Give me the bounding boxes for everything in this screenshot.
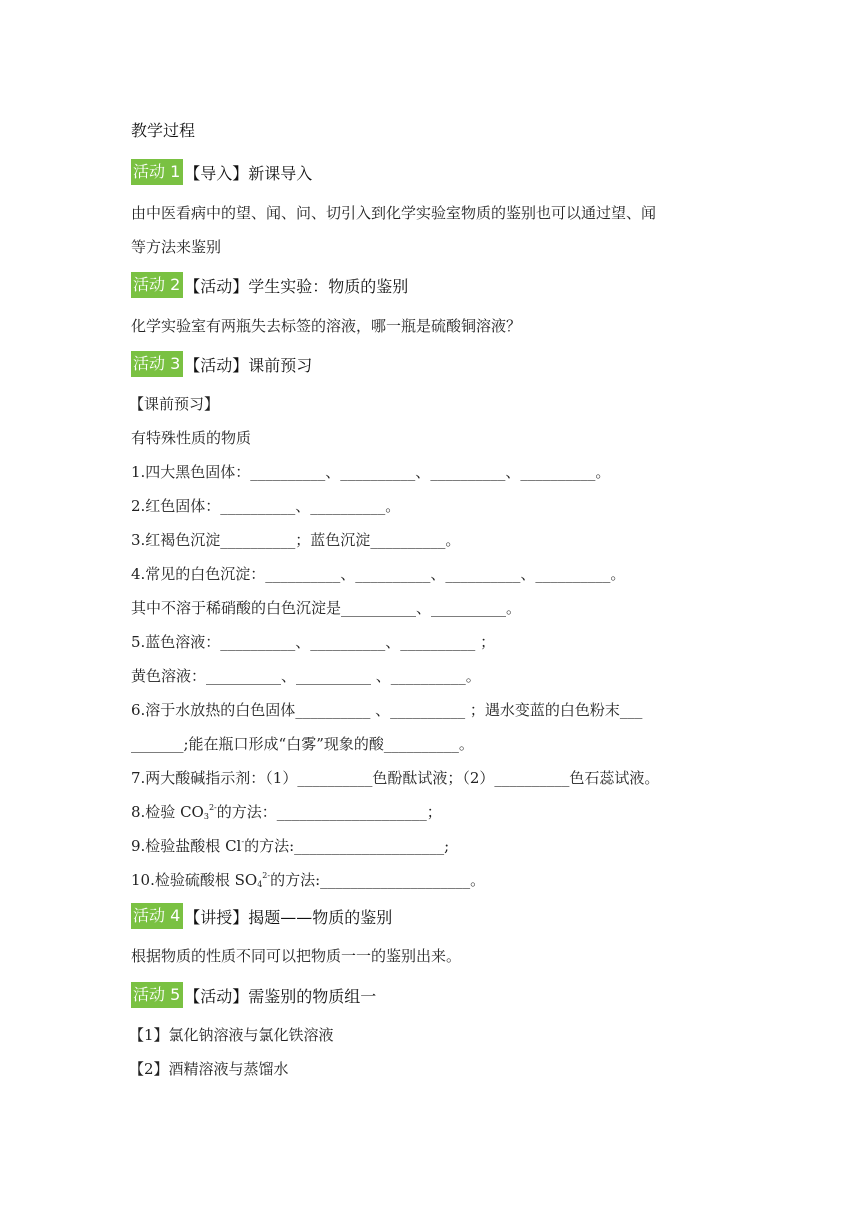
activity-tag: 活动 1 — [131, 159, 183, 185]
activity-title: 【活动】学生实验：物质的鉴别 — [184, 276, 409, 296]
experiment-question: 化学实验室有两瓶失去标签的溶液，哪一瓶是硫酸铜溶液？ — [131, 317, 522, 335]
question-10: 10.检验硫酸根 $SO_4^{2-}$的方法:____________________。 — [131, 871, 486, 889]
question-3: 3.红褐色沉淀__________；蓝色沉淀__________。 — [131, 531, 461, 549]
explanation-paragraph: 根据物质的性质不同可以把物质一一的鉴别出来。 — [131, 947, 462, 965]
question-6: 6.溶于水放热的白色固体__________ 、__________ ；遇水变蓝的白色粉末___ — [131, 701, 643, 719]
activity-1-header — [131, 159, 312, 185]
activity-5-header — [131, 982, 376, 1008]
question-5-continued: 黄色溶液：__________、__________ 、__________。 — [131, 667, 481, 685]
question-9: 9.检验盐酸根 Cl-的方法:____________________; — [131, 837, 450, 855]
group-item-1: 【1】氯化钠溶液与氯化铁溶液 — [129, 1026, 334, 1044]
activity-title: 【活动】课前预习 — [184, 355, 313, 375]
question-2: 2.红色固体：__________、__________。 — [131, 497, 401, 515]
activity-tag: 活动 3 — [131, 351, 183, 377]
intro-paragraph-line-2: 等方法来鉴别 — [131, 238, 222, 256]
activity-4-header — [131, 903, 392, 929]
question-5: 5.蓝色溶液：__________、__________、__________ ； — [131, 633, 496, 651]
activity-title: 【讲授】揭题——物质的鉴别 — [184, 907, 393, 927]
activity-2-header — [131, 272, 408, 298]
preview-label: 【课前预习】 — [129, 395, 220, 413]
question-4-continued: 其中不溶于稀硝酸的白色沉淀是__________、__________。 — [131, 599, 522, 617]
activity-tag: 活动 2 — [131, 272, 183, 298]
activity-title: 【活动】需鉴别的物质组一 — [184, 986, 377, 1006]
question-8: 8.检验 $CO_3^{2-}$的方法：____________________； — [131, 803, 442, 821]
activity-title: 【导入】新课导入 — [184, 163, 313, 183]
activity-tag: 活动 5 — [131, 982, 183, 1008]
group-item-2: 【2】酒精溶液与蒸馏水 — [129, 1060, 289, 1078]
question-1: 1.四大黑色固体：__________、__________、__________、__________。 — [131, 463, 611, 481]
intro-paragraph-line-1: 由中医看病中的望、闻、问、切引入到化学实验室物质的鉴别也可以通过望、闻 — [131, 204, 657, 222]
activity-tag: 活动 4 — [131, 903, 183, 929]
question-7: 7.两大酸碱指示剂：（1）__________色酚酞试液；（2）__________色石蕊试液。 — [131, 769, 660, 787]
preview-subtitle: 有特殊性质的物质 — [131, 429, 252, 447]
section-heading: 教学过程 — [131, 121, 196, 140]
question-6-continued: _______;能在瓶口形成“白雾”现象的酸__________。 — [131, 735, 474, 753]
question-4: 4.常见的白色沉淀：__________、__________、__________、__________。 — [131, 565, 626, 583]
activity-3-header — [131, 351, 312, 377]
